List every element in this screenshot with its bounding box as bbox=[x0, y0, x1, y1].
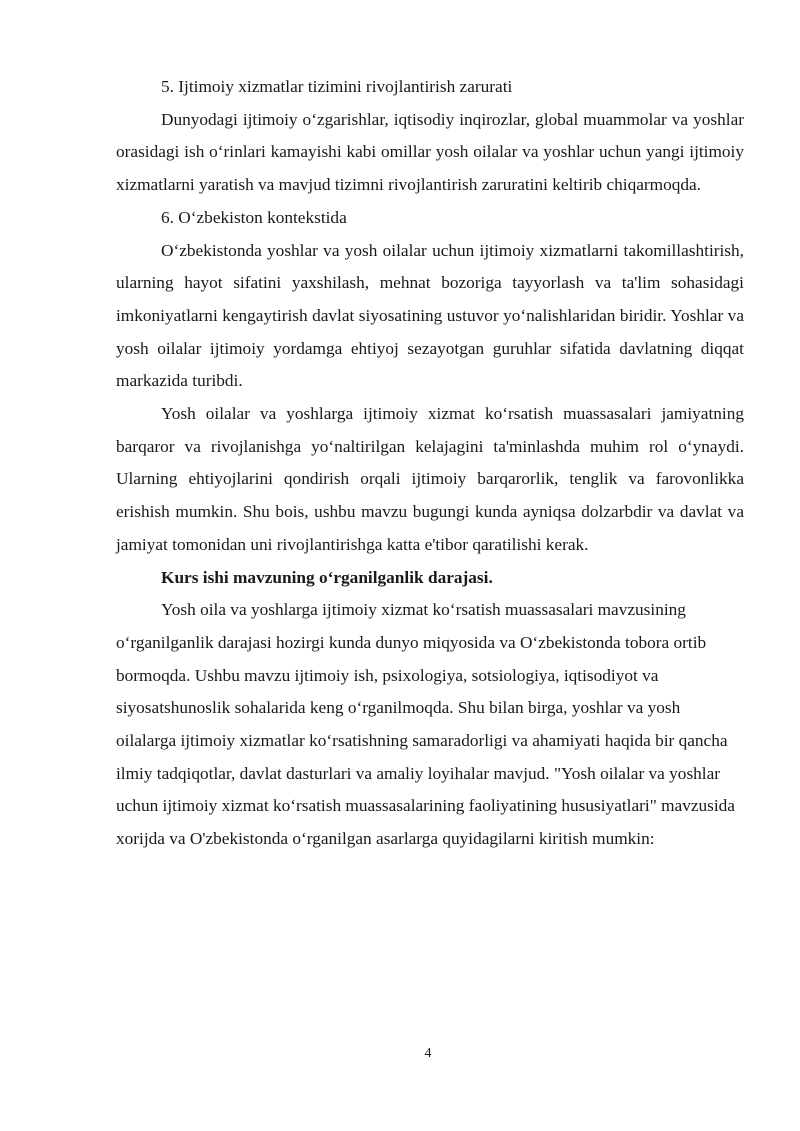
section-heading-6: 6. O‘zbekiston kontekstida bbox=[161, 207, 347, 227]
paragraph: Yosh oila va yoshlarga ijtimoiy xizmat ko‘rsatish muassasalari mavzusining o‘rganilganlik darajasi hozirgi kunda dunyo miqyosida va O‘zbekistonda tobora ortib bormoqda. Ushbu mavzu ijtimoiy ish, psixologiya, sotsiologiya, iqtisodiyot va siyosatshunoslik sohalarida keng o‘rganilmoqda. Shu bilan birga, yoshlar va yosh oilalarga ijtimoiy xizmatlar ko‘rsatishning samaradorligi va ahamiyati haqida bir qancha ilmiy tadqiqotlar, davlat dasturlari va amaliy loyihalar mavjud. "Yosh oilalar va yoshlar uchun ijtimoiy xizmat ko‘rsatish muassasalarining faoliyatining hususiyatlari" mavzusida xorijda va O'zbekistonda o‘rganilgan asarlarga quyidagilarni kiritish mumkin: bbox=[116, 600, 735, 849]
page-number: 4 bbox=[424, 1046, 432, 1061]
paragraph: Dunyodagi ijtimoiy o‘zgarishlar, iqtisodiy inqirozlar, global muammolar va yoshlar orasidagi ish o‘rinlari kamayishi kabi omillar yosh oilalar va yoshlar uchun yangi ijtimoiy xizmatlarni yaratish va mavjud tizimni rivojlantirish zaruratini keltirib chiqarmoqda. bbox=[116, 109, 744, 195]
bold-heading: Kurs ishi mavzuning o‘rganilganlik darajasi. bbox=[161, 567, 493, 587]
section-heading-5: 5. Ijtimoiy xizmatlar tizimini rivojlantirish zarurati bbox=[161, 77, 513, 96]
paragraph: Yosh oilalar va yoshlarga ijtimoiy xizmat ko‘rsatish muassasalari jamiyatning barqaror va rivojlanishga yo‘naltirilgan kelajagini ta'minlashda muhim rol o‘ynaydi. Ularning ehtiyojlarini qondirish orqali ijtimoiy barqarorlik, tenglik va farovonlikka erishish mumkin. Shu bois, ushbu mavzu bugungi kunda ayniqsa dolzarbdir va davlat va jamiyat tomonidan uni rivojlantirishga katta e'tibor qaratilishi kerak. bbox=[116, 404, 744, 554]
page-body bbox=[116, 71, 744, 856]
paragraph: O‘zbekistonda yoshlar va yosh oilalar uchun ijtimoiy xizmatlarni takomillashtirish, ularning hayot sifatini yaxshilash, mehnat bozoriga tayyorlash va ta'lim sohasidagi imkoniyatlarni kengaytirish davlat siyosatining ustuvor yo‘nalishlaridan biridir. Yoshlar va yosh oilalar ijtimoiy yordamga ehtiyoj sezayotgan guruhlar sifatida davlatning diqqat markazida turibdi. bbox=[116, 240, 744, 391]
